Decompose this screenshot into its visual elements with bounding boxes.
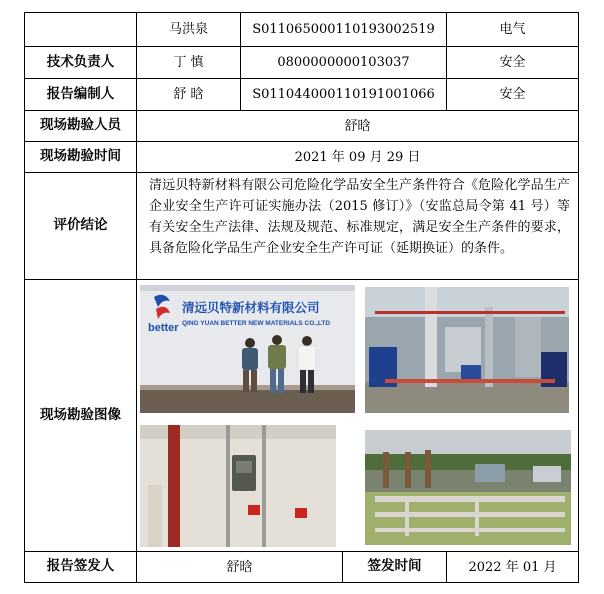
- conclusion-label: 评价结论: [24, 172, 137, 280]
- tech-lead-label: 技术负责人: [24, 46, 137, 79]
- issuer-label: 报告签发人: [24, 551, 137, 583]
- photo-factory-interior: [365, 287, 569, 413]
- survey-time-value: 2021 年 09 月 29 日: [136, 141, 579, 173]
- report-author-cert: S011044000110191001066: [240, 78, 447, 111]
- tech-lead-name: 丁 慎: [136, 46, 241, 79]
- staff-row-1-label: [24, 12, 137, 47]
- report-author-label: 报告编制人: [24, 78, 137, 111]
- issuer-value: 舒晗: [136, 551, 343, 583]
- photo-outdoor-facility-graphic: [365, 430, 571, 545]
- tech-lead-specialty: 安全: [446, 46, 579, 79]
- photo-company-sign-graphic: [140, 285, 355, 413]
- tech-lead-cert: 0800000000103037: [240, 46, 447, 79]
- staff-row-1-name: 马洪泉: [136, 12, 241, 47]
- photo-outdoor-facility: [365, 430, 571, 545]
- images-label: 现场勘验图像: [24, 279, 137, 552]
- photo-company-sign: [140, 285, 355, 413]
- survey-staff-label: 现场勘验人员: [24, 110, 137, 142]
- logo-text: better: [148, 322, 179, 334]
- photo-wall-equipment-graphic: [140, 425, 352, 547]
- company-name-en: QING YUAN BETTER NEW MATERIALS CO.,LTD: [182, 320, 331, 327]
- staff-row-1-specialty: 电气: [446, 12, 579, 47]
- photo-factory-interior-graphic: [365, 287, 569, 413]
- conclusion-text: 清远贝特新材料有限公司危险化学品安全生产条件符合《危险化学品生产企业安全生产许可证实施办法（2015 修订）》（安监总局令第 41 号）等有关安全生产法律、法规及规范、标准规定，满足安全生产条件的要求，具备危险化学品生产企业安全生产许可证（延期换证）的条件。: [136, 172, 579, 280]
- report-author-specialty: 安全: [446, 78, 579, 111]
- survey-time-label: 现场勘验时间: [24, 141, 137, 173]
- survey-staff-value: 舒晗: [136, 110, 579, 142]
- issue-time-value: 2022 年 01 月: [446, 551, 579, 583]
- company-name-cn: 清远贝特新材料有限公司: [182, 300, 320, 315]
- report-author-name: 舒 晗: [136, 78, 241, 111]
- issue-time-label: 签发时间: [342, 551, 447, 583]
- staff-row-1-cert: S011065000110193002519: [240, 12, 447, 47]
- photo-wall-equipment: [140, 425, 352, 547]
